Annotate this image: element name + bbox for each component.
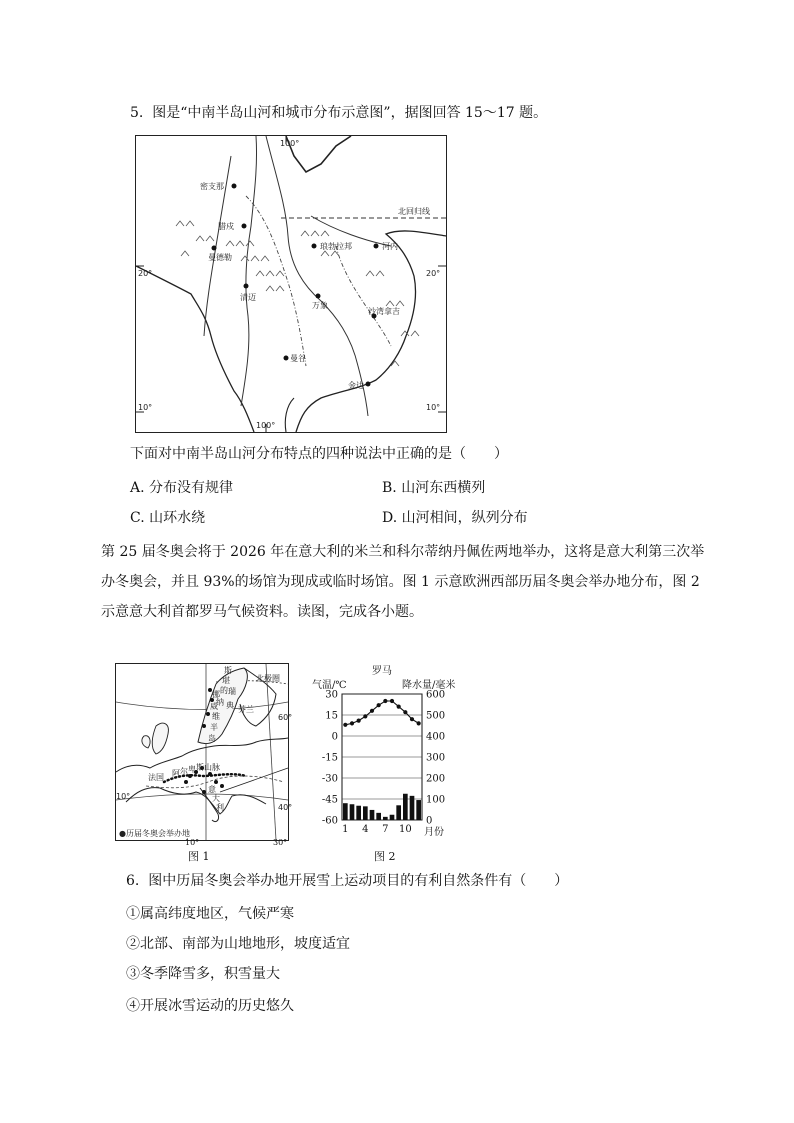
option-b[interactable]: B. 山河东西横列 — [382, 480, 486, 496]
indochina-map-svg — [136, 136, 446, 432]
lat-label: 20° — [138, 269, 153, 278]
q5-question: 下面对中南半岛山河分布特点的四种说法中正确的是（ ） — [130, 446, 508, 462]
precip-bar — [356, 806, 361, 820]
region-label: 斯 — [224, 666, 232, 675]
y2-tick-label: 600 — [426, 689, 446, 701]
y2-tick-label: 0 — [426, 815, 433, 827]
y2-tick-label: 300 — [426, 752, 446, 764]
region-label: 法国 — [148, 773, 164, 782]
region-label: 卑 — [188, 765, 196, 774]
region-label: 典 — [226, 701, 234, 710]
region-label: 大 — [212, 794, 220, 803]
precip-bar — [410, 796, 415, 820]
temperature-point — [350, 721, 354, 725]
temperature-line — [345, 701, 418, 725]
temperature-point — [403, 710, 407, 714]
region-label: 挪 — [212, 690, 220, 699]
passage-line: 办冬奥会，并且 93%的场馆为现成或临时场馆。图 1 示意欧洲西部历届冬奥会举办地分布，图 2 — [101, 574, 700, 590]
precip-bar — [383, 817, 388, 820]
city-label: 曼谷 — [290, 354, 306, 363]
lon-label: 100° — [280, 139, 300, 148]
region-label: 维 — [212, 712, 220, 721]
y-tick-label: 30 — [325, 689, 338, 701]
rome-climate-chart — [300, 660, 460, 845]
lat-label: 10° — [426, 403, 441, 412]
precip-bar — [343, 803, 348, 820]
region-label: 意 — [208, 785, 216, 794]
y-tick-label: 15 — [325, 710, 338, 722]
chart-title: 罗马 — [372, 666, 392, 677]
region-label: 芬兰 — [238, 705, 254, 714]
temperature-point — [417, 721, 421, 725]
city-label: 河内 — [382, 242, 398, 251]
temperature-point — [397, 705, 401, 709]
option-a[interactable]: A. 分布没有规律 — [130, 480, 234, 496]
lat-label: 40° — [278, 803, 293, 812]
figure-caption: 图 1 — [188, 850, 210, 863]
region-label: 威 — [210, 702, 218, 711]
q6-item: ②北部、南部为山地地形，坡度适宜 — [126, 936, 350, 952]
region-label: 斯 — [196, 763, 204, 772]
precip-bar — [390, 815, 395, 820]
lon-label: 100° — [256, 421, 276, 430]
lon-label: 10° — [185, 838, 200, 847]
y2-tick-label: 200 — [426, 773, 446, 785]
europe-map — [115, 663, 293, 841]
lat-label: 60° — [278, 713, 293, 722]
y-tick-label: -60 — [321, 815, 338, 827]
lat-label: 10° — [138, 403, 153, 412]
region-label: 的 — [220, 686, 228, 695]
lat-label: 20° — [426, 269, 441, 278]
region-label: 尔 — [180, 767, 188, 776]
temperature-point — [377, 703, 381, 707]
precip-bar — [396, 805, 401, 820]
figure-caption: 图 2 — [374, 850, 396, 863]
y2-axis-title: 降水量/毫米 — [402, 680, 456, 691]
precip-bar — [403, 794, 408, 820]
y2-tick-label: 100 — [426, 794, 446, 806]
city-label: 曼德勒 — [208, 253, 232, 262]
y-tick-label: 0 — [331, 731, 338, 743]
indochina-map — [135, 135, 447, 433]
y2-tick-label: 400 — [426, 731, 446, 743]
precip-bar — [416, 800, 421, 820]
region-label: 半 — [210, 723, 218, 732]
europe-map-svg — [116, 664, 293, 840]
x-tick-label: 10 — [398, 824, 412, 835]
precip-bar — [376, 813, 381, 820]
x-tick-label: 1 — [342, 824, 349, 835]
y-axis-title: 气温/℃ — [312, 680, 347, 691]
city-label: 万象 — [312, 301, 328, 310]
temperature-point — [363, 714, 367, 718]
region-label: 山 — [204, 763, 212, 772]
tropic-label: 北回归线 — [398, 207, 430, 216]
map-legend: ●历届冬奥会举办地 — [119, 829, 190, 838]
x-tick-label: 4 — [362, 824, 369, 835]
temperature-point — [357, 719, 361, 723]
region-label: 利 — [216, 803, 224, 812]
temperature-point — [343, 723, 347, 727]
temperature-point — [370, 709, 374, 713]
region-label: 阿 — [172, 769, 180, 778]
city-label: 密支那 — [200, 182, 224, 191]
precip-bar — [370, 810, 375, 820]
region-label: 堪 — [222, 676, 230, 685]
precip-bar — [350, 804, 355, 820]
city-label: 金边 — [348, 381, 364, 390]
q6-item: ③冬季降雪多，积雪量大 — [126, 966, 280, 982]
passage-line: 第 25 届冬奥会将于 2026 年在意大利的米兰和科尔蒂纳丹佩佐两地举办，这将是意大利第三次举 — [101, 544, 705, 560]
city-label: 清迈 — [240, 293, 256, 302]
region-label: 脉 — [212, 763, 220, 772]
q5-stem: 5. 图是“中南半岛山河和城市分布示意图”，据图回答 15～17 题。 — [130, 105, 548, 121]
y-tick-label: -15 — [321, 752, 338, 764]
y-tick-label: -45 — [321, 794, 338, 806]
y2-tick-label: 500 — [426, 710, 446, 722]
lon-label: 30° — [273, 838, 288, 847]
region-label: 岛 — [208, 734, 216, 743]
q6-item: ①属高纬度地区，气候严寒 — [126, 906, 294, 922]
lon-label: 10° — [116, 792, 131, 801]
y-tick-label: -30 — [321, 773, 338, 785]
region-label: 纳 — [216, 698, 224, 707]
option-d[interactable]: D. 山河相间，纵列分布 — [382, 510, 528, 526]
city-label: 腊戍 — [218, 222, 234, 231]
q6-stem: 6. 图中历届冬奥会举办地开展雪上运动项目的有利自然条件有（ ） — [126, 873, 569, 889]
arctic-label: 北极圈 — [256, 674, 280, 683]
passage-line: 示意意大利首都罗马气候资料。读图，完成各小题。 — [101, 604, 423, 620]
q6-item: ④开展冰雪运动的历史悠久 — [126, 998, 294, 1014]
x-tick-label: 7 — [382, 824, 389, 835]
precip-bar — [363, 806, 368, 820]
x-axis-title: 月份 — [424, 827, 444, 838]
option-c[interactable]: C. 山环水绕 — [130, 510, 206, 526]
city-label: 沙湾拿吉 — [368, 307, 400, 316]
region-label: 瑞 — [228, 687, 236, 696]
temperature-point — [410, 717, 414, 721]
temperature-point — [390, 699, 394, 703]
city-label: 琅勃拉邦 — [320, 242, 352, 251]
temperature-point — [383, 699, 387, 703]
